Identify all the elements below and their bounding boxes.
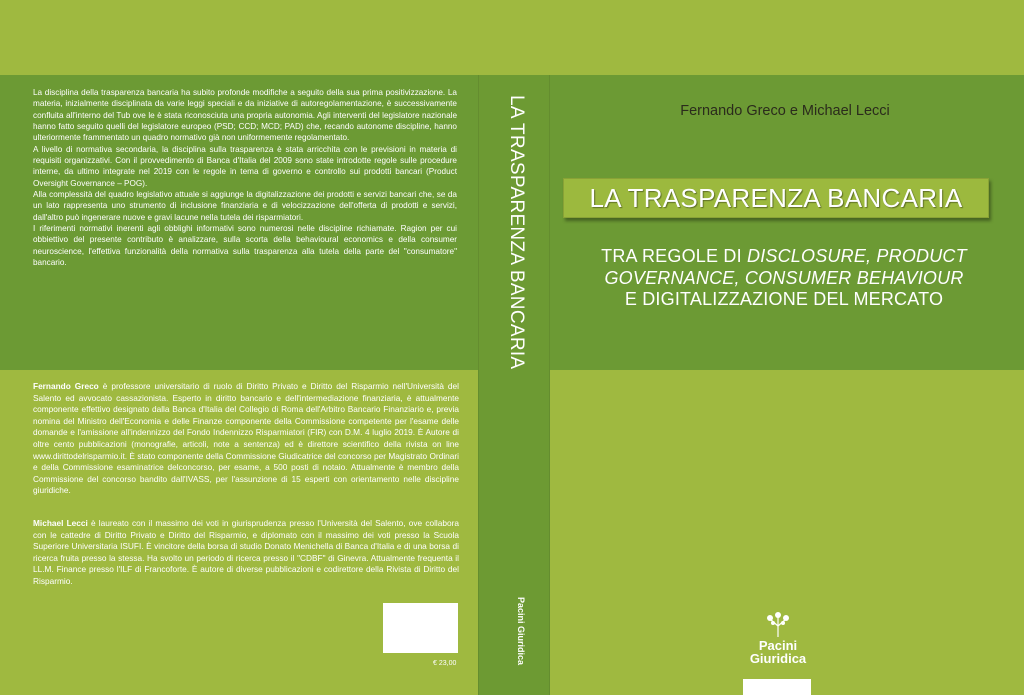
blurb-paragraph-2: A livello di normativa secondaria, la disciplina sulla trasparenza è stata arricchita con le previsioni in materia di requisiti organizzativi. Con il provvedimento di Banca d'Italia del 2009 sono state introdotte regole sulle procedure interne, da ultimo integrate nel 2019 con le regole in tema di governo e controllo sui prodotti bancari (Product Oversight Governance – POG). <box>33 144 457 188</box>
barcode-box <box>383 603 458 653</box>
subtitle-line-2: GOVERNANCE, CONSUMER BEHAVIOUR <box>604 267 964 288</box>
authors: Fernando Greco e Michael Lecci <box>680 103 890 119</box>
subtitle-line-1 <box>575 246 993 268</box>
price-label: € 23,00 <box>433 660 457 667</box>
subtitle-line-3: E DIGITALIZZAZIONE DEL MERCATO <box>624 289 944 309</box>
back-cover-blurb <box>33 87 457 269</box>
bio-lecci <box>33 518 459 588</box>
bio-greco-text: è professore universitario di ruolo di Diritto Privato e Diritto del Risparmio nell'Università del Salento ed avvocato cassazionista. Esperto in diritto bancario e dell'intermediazione finanziaria, è attualmente componente effettivo designato dalla Banca d'Italia del Collegio di Roma dell'Arbitro Bancario Finanziario e, previa nomina del Ministro dell'Economia e delle Finanze componente della Commissione competente per l'esame delle domande e l'amissione all'indennizzo del Fondo Indennizzo Risparmiatori (FIR) con D.M. 4 luglio 2019. È Autore di oltre cento pubblicazioni (monografie, articoli, note a sentenza) ed è direttore scientifico della rivista on line www.dirittodelrisparmio.it. È stato componente della Commissione Giudicatrice del concorso per Magistrato Ordinari e della Commissione esaminatrice delconcorso, per esame, a 500 posti di notaio. Attualmente è membro della Commissione del concorso bandito dall'IVASS, per l'assunzione di 15 esperti con orientamento nelle discipline giuridiche. <box>33 381 459 496</box>
front-logo-text: Pacini Giuridica <box>749 638 807 666</box>
subtitle-line-1b: DISCLOSURE, PRODUCT <box>747 246 967 266</box>
blurb-paragraph-3: Alla complessità del quadro legislativo attuale si aggiunge la digitalizzazione dei prodotti e servizi bancari che, se da un lato rappresenta uno strumento di inclusione finanziaria e di velocizzazione dell'offerta di prodotti e servizi, dall'altro può ingenerare nuove e gravi lacune nella tutela dei risparmiatori. <box>33 190 457 222</box>
bio-lecci-text: è laureato con il massimo dei voti in giurisprudenza presso l'Università del Salento, ove collabora con le cattedre di Diritto Privato e Diritto del Risparmio, e diplomato con il massimo dei voti presso la Scuola Superiore Universitaria ISUFI. È vincitore della borsa di studio Donato Menichella di Banca d'Italia e di una borsa di ricerca fruita presso la stessa. Ha svolto un periodo di ricerca presso il "CDBF" di Ginevra. Attualmente frequenta il LL.M. Finance presso l'ILF di Francoforte. È autore di diverse pubblicazioni e codirettore della Rivista di Diritto del Risparmio. <box>33 518 459 586</box>
front-white-box <box>743 679 811 695</box>
book-title: LA TRASPARENZA BANCARIA <box>589 182 963 213</box>
tree-icon <box>728 612 828 638</box>
blurb-paragraph-1: La disciplina della trasparenza bancaria ha subito profonde modifiche a seguito della sua prima positivizzazione. La materia, inizialmente disciplinata da varie leggi speciali e da iniziative di autoregolamentazione, è successivamente confluita all'interno del Tub ove le è stata riconosciuta una propria autonomia. Agli interventi del legislatore nazionale hanno fatto seguito quelli del legislatore europeo (PSD; CCD; MCD; PAD) che, recando autonome discipline, hanno ulteriormente frammentato un quadro normativo già non uniformemente regolamentato. <box>33 88 457 143</box>
title-box <box>563 178 989 218</box>
subtitle-line-1a: TRA REGOLE DI <box>601 246 747 266</box>
subtitle <box>575 246 993 311</box>
spine-publisher-logo <box>503 597 525 669</box>
bio-greco-name: Fernando Greco <box>33 381 99 391</box>
bio-greco <box>33 381 459 497</box>
spine-title: LA TRASPARENZA BANCARIA <box>506 95 527 370</box>
front-publisher-logo <box>728 612 828 672</box>
spine-logo-text: Pacini Giuridica <box>516 597 526 666</box>
bio-lecci-name: Michael Lecci <box>33 518 88 528</box>
blurb-paragraph-4: I riferimenti normativi inerenti agli obblighi informativi sono numerosi nelle discipline richiamate. Ragion per cui obbiettivo del presente contributo è analizzare, sulla scorta della behavioural economics e della consumer neuroscience, l'effettiva funzionalità della normativa sulla trasparenza alla tutela della parte del "consumatore" bancario. <box>33 224 457 268</box>
